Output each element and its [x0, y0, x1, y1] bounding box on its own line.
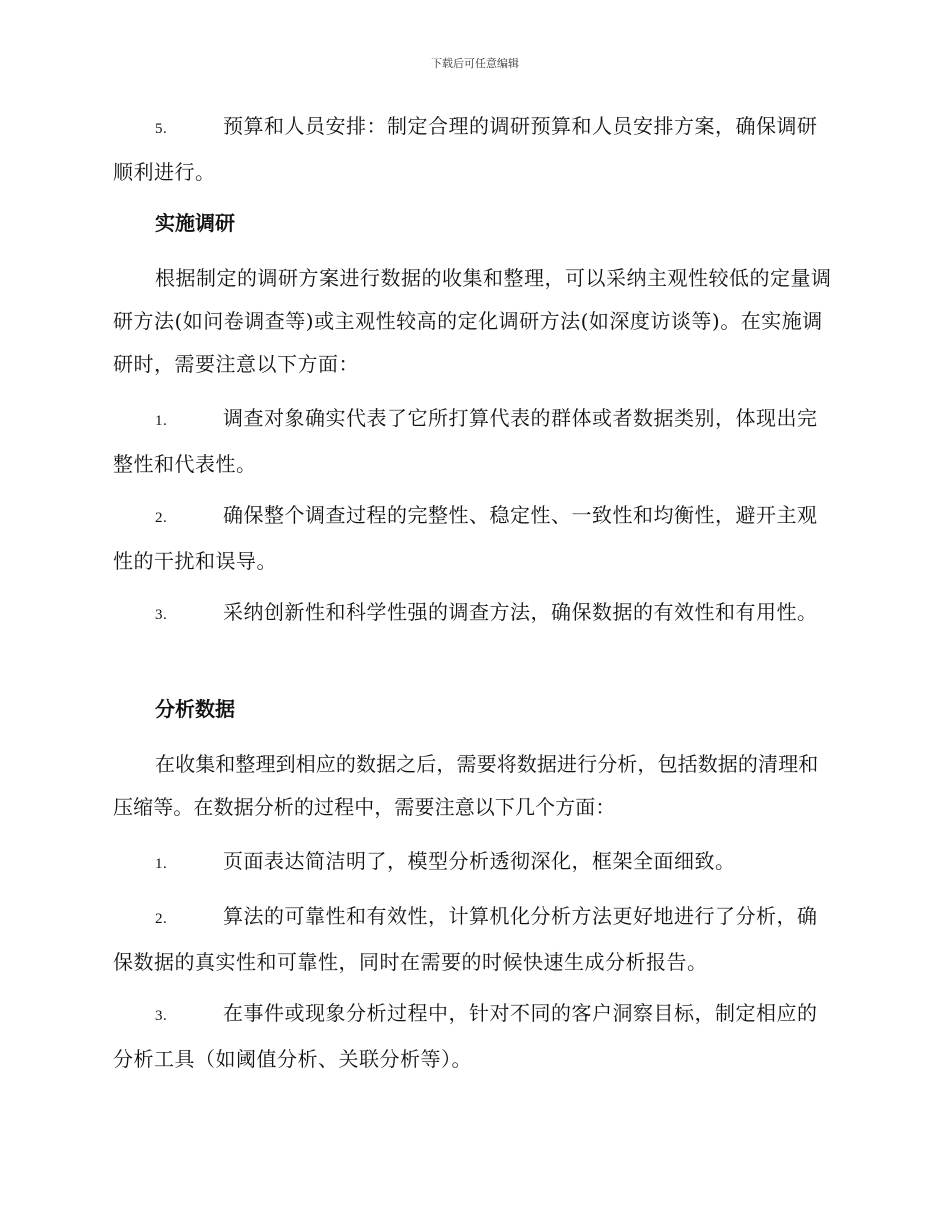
page-header: 下载后可任意编辑	[431, 57, 519, 70]
list-number: 2.	[155, 510, 168, 526]
list-text: 采纳创新性和科学性强的调查方法，确保数据的有效性和有用性。	[223, 600, 818, 624]
list-text: 在事件或现象分析过程中，针对不同的客户洞察目标，制定相应的分析工具（如阈值分析、关联分析等）。	[113, 1001, 818, 1071]
list-text: 预算和人员安排：制定合理的调研预算和人员安排方案，确保调研顺利进行。	[113, 114, 818, 184]
list-item	[113, 591, 833, 637]
list-number: 5.	[155, 121, 168, 137]
list-number: 3.	[155, 1008, 168, 1024]
list-item	[113, 895, 833, 984]
list-number: 2.	[155, 911, 168, 927]
list-item	[113, 397, 833, 486]
list-text: 调查对象确实代表了它所打算代表的群体或者数据类别，体现出完整性和代表性。	[113, 406, 818, 476]
list-text: 确保整个调查过程的完整性、稳定性、一致性和均衡性，避开主观性的干扰和误导。	[113, 503, 818, 573]
list-item	[113, 840, 833, 886]
list-item	[113, 992, 833, 1081]
list-number: 1.	[155, 856, 168, 872]
section-heading: 实施调研	[155, 211, 235, 235]
list-number: 3.	[155, 607, 168, 623]
section-intro: 根据制定的调研方案进行数据的收集和整理，可以采纳主观性较低的定量调研方法(如问卷调查等)或主观性较高的定化调研方法(如深度访谈等)。在实施调研时，需要注意以下方面：	[113, 266, 832, 376]
section-heading: 分析数据	[155, 697, 235, 721]
list-number: 1.	[155, 413, 168, 429]
list-item	[113, 105, 833, 194]
list-text: 页面表达简洁明了，模型分析透彻深化，框架全面细致。	[223, 849, 736, 873]
list-text: 算法的可靠性和有效性，计算机化分析方法更好地进行了分析，确保数据的真实性和可靠性，同时在需要的时候快速生成分析报告。	[113, 904, 818, 974]
section-intro: 在收集和整理到相应的数据之后，需要将数据进行分析，包括数据的清理和压缩等。在数据分析的过程中，需要注意以下几个方面：	[113, 752, 819, 819]
list-item	[113, 494, 833, 583]
